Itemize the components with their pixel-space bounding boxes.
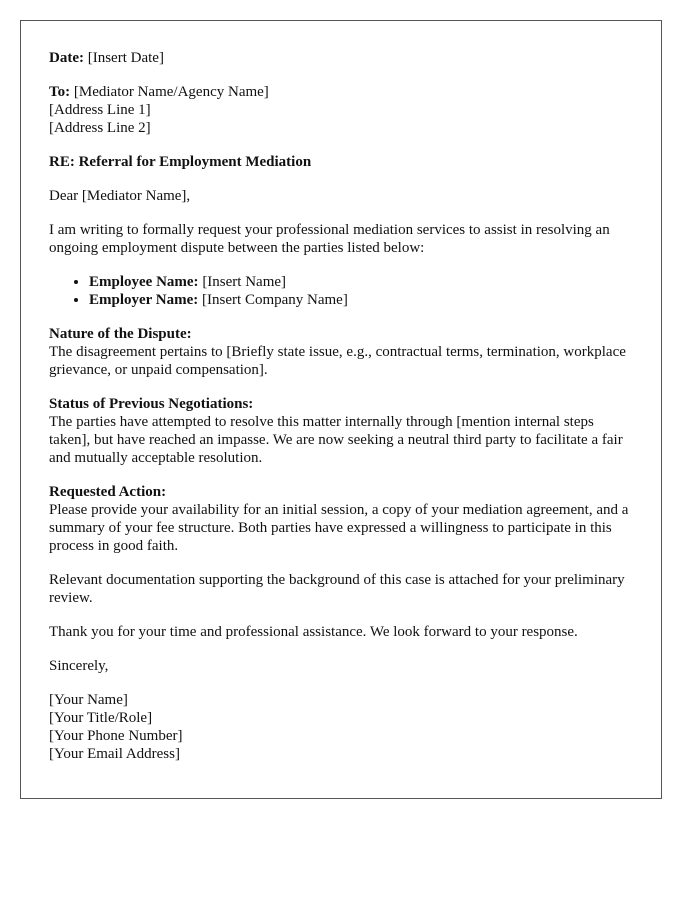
party-value: [Insert Company Name]	[202, 292, 348, 308]
date-line	[49, 49, 632, 67]
recipient-name: [Mediator Name/Agency Name]	[73, 84, 269, 100]
subject-text: RE: Referral for Employment Mediation	[49, 154, 312, 170]
party-label: Employer Name:	[89, 292, 199, 308]
recipient-block	[49, 83, 632, 137]
date-label: Date:	[49, 50, 84, 66]
section-heading: Requested Action:	[49, 484, 167, 500]
section-heading: Nature of the Dispute:	[49, 326, 192, 342]
address-line-1: [Address Line 1]	[49, 102, 151, 118]
section-negotiations	[49, 395, 632, 467]
signature-name: [Your Name]	[49, 692, 128, 708]
section-dispute	[49, 325, 632, 379]
list-item	[89, 273, 632, 291]
signature-block	[49, 691, 632, 763]
signature-title: [Your Title/Role]	[49, 710, 153, 726]
signature-email: [Your Email Address]	[49, 746, 180, 762]
party-label: Employee Name:	[89, 274, 199, 290]
subject-line	[49, 153, 632, 171]
address-line-2: [Address Line 2]	[49, 120, 151, 136]
letter	[20, 20, 662, 799]
to-label: To:	[49, 84, 71, 100]
section-heading: Status of Previous Negotiations:	[49, 396, 254, 412]
documentation-paragraph: Relevant documentation supporting the background of this case is attached for your preliminary review.	[49, 572, 625, 606]
section-body: The disagreement pertains to [Briefly state issue, e.g., contractual terms, termination, workplace grievance, or unpaid compensation].	[49, 344, 626, 378]
intro-paragraph: I am writing to formally request your professional mediation services to assist in resolving an ongoing employment dispute between the parties listed below:	[49, 222, 610, 256]
parties-list	[49, 273, 632, 309]
signature-phone: [Your Phone Number]	[49, 728, 183, 744]
thanks-paragraph: Thank you for your time and professional assistance. We look forward to your response.	[49, 624, 578, 640]
list-item	[89, 291, 632, 309]
salutation: Dear [Mediator Name],	[49, 188, 191, 204]
date-value: [Insert Date]	[87, 50, 164, 66]
section-body: The parties have attempted to resolve this matter internally through [mention internal steps taken], but have reached an impasse. We are now seeking a neutral third party to facilitate a fair and mutually acceptable resolution.	[49, 414, 623, 466]
party-value: [Insert Name]	[202, 274, 287, 290]
section-requested-action	[49, 483, 632, 555]
closing: Sincerely,	[49, 658, 109, 674]
section-body: Please provide your availability for an initial session, a copy of your mediation agreement, and a summary of your fee structure. Both parties have expressed a willingness to participate in this process in good faith.	[49, 502, 629, 554]
